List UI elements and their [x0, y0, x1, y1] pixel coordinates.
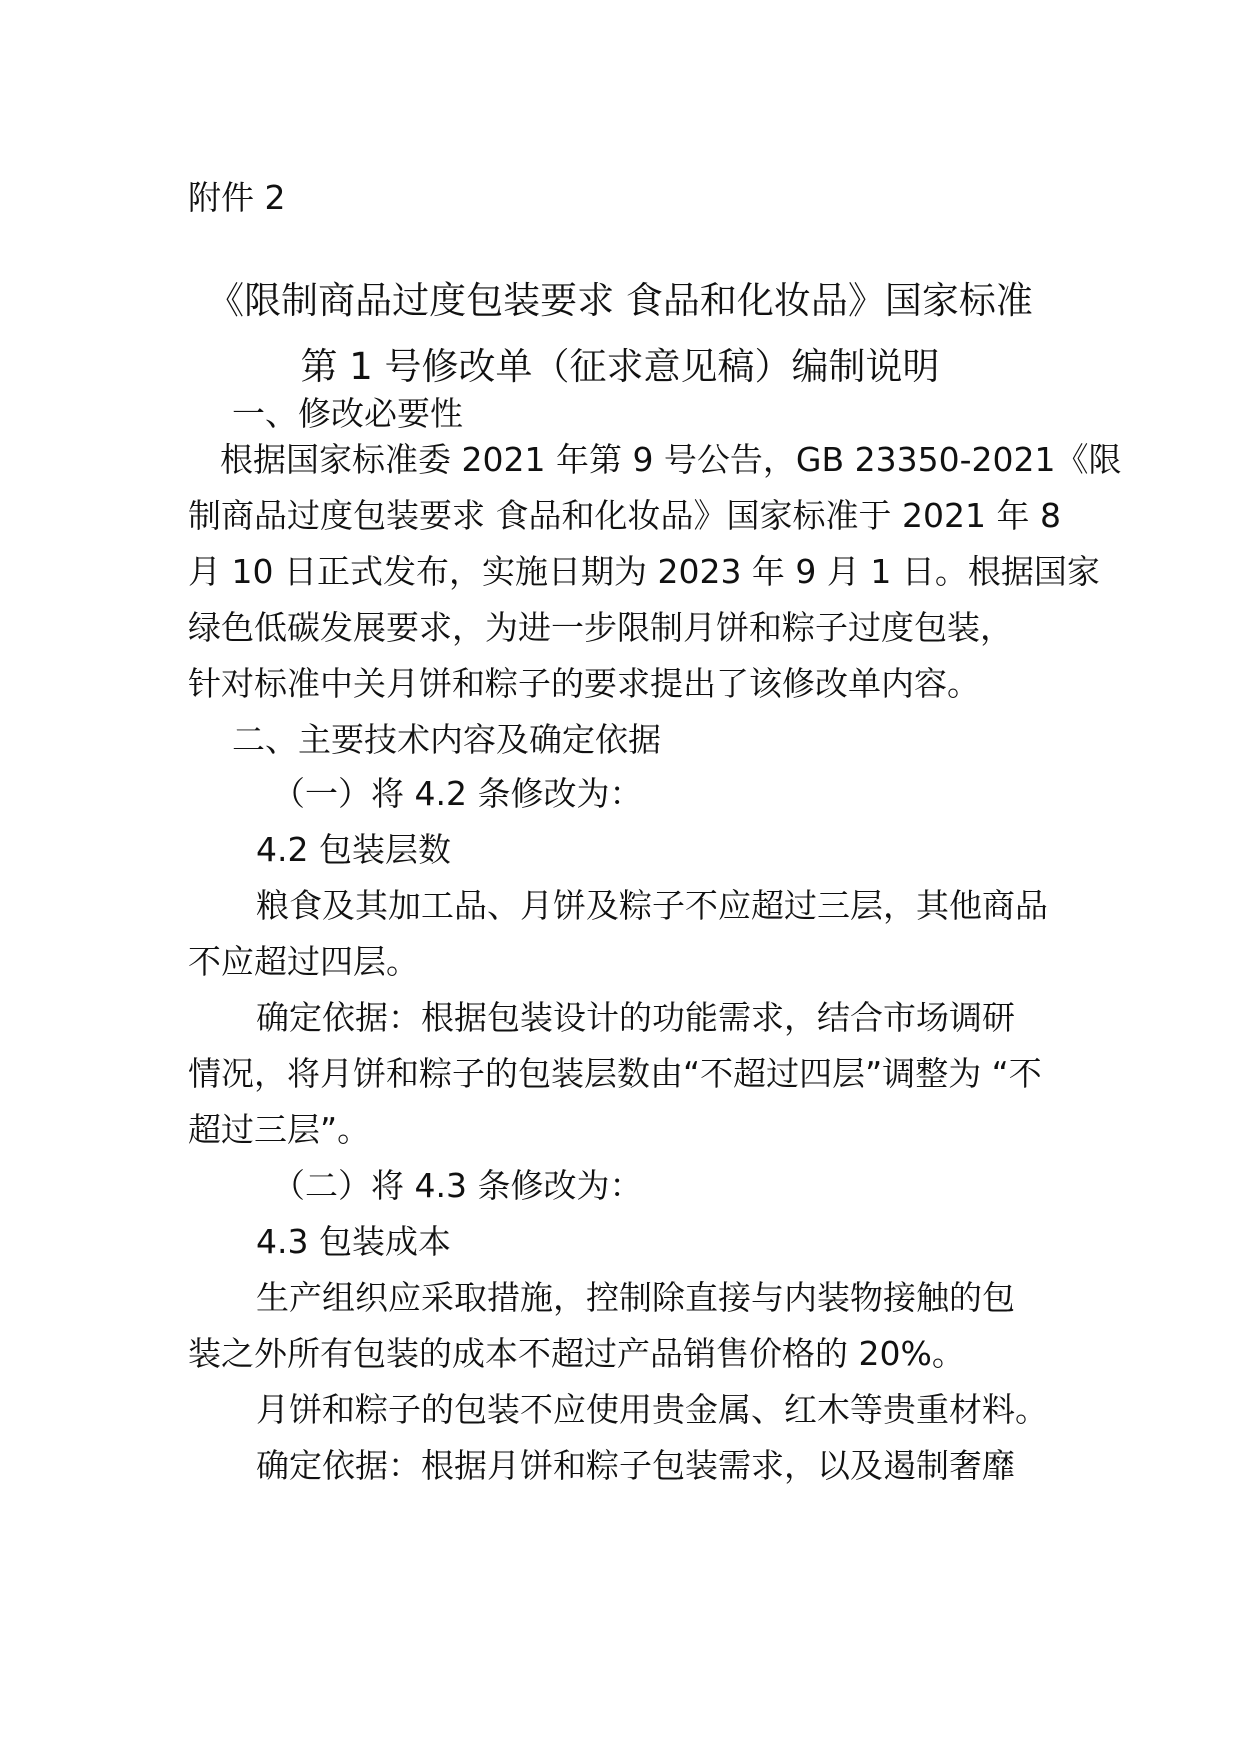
section-2-heading: 二、主要技术内容及确定依据: [232, 720, 661, 759]
document-title-line-1: 《限制商品过度包装要求 食品和化妆品》国家标准: [207, 279, 1033, 322]
paragraph-line: 根据国家标准委 2021 年第 9 号公告，GB 23350-2021《限: [220, 440, 1122, 479]
clause-4-2-title: 4.2 包装层数: [256, 830, 451, 869]
paragraph-line: 绿色低碳发展要求，为进一步限制月饼和粽子过度包装，: [188, 608, 1013, 647]
paragraph-line: 生产组织应采取措施，控制除直接与内装物接触的包: [256, 1278, 1015, 1317]
paragraph-line: 超过三层”。: [188, 1110, 371, 1149]
paragraph-line: 确定依据：根据月饼和粽子包装需求，以及遏制奢靡: [256, 1446, 1015, 1485]
paragraph-line: 针对标准中关月饼和粽子的要求提出了该修改单内容。: [188, 664, 980, 703]
paragraph-line: 情况，将月饼和粽子的包装层数由“不超过四层”调整为 “不: [188, 1054, 1042, 1093]
paragraph-line: 粮食及其加工品、月饼及粽子不应超过三层，其他商品: [256, 886, 1048, 925]
attachment-label: 附件 2: [188, 178, 286, 217]
paragraph-line: 确定依据：根据包装设计的功能需求，结合市场调研: [256, 998, 1015, 1037]
clause-4-3-title: 4.3 包装成本: [256, 1222, 451, 1261]
paragraph-line: 月饼和粽子的包装不应使用贵金属、红木等贵重材料。: [256, 1390, 1048, 1429]
paragraph-line: 装之外所有包装的成本不超过产品销售价格的 20%。: [188, 1334, 965, 1373]
document-title-line-2: 第 1 号修改单（征求意见稿）编制说明: [300, 345, 940, 388]
paragraph-line: 制商品过度包装要求 食品和化妆品》国家标准于 2021 年 8: [188, 496, 1061, 535]
section-1-heading: 一、修改必要性: [232, 394, 463, 433]
paragraph-line: 月 10 日正式发布，实施日期为 2023 年 9 月 1 日。根据国家: [188, 552, 1100, 591]
item-1-heading: （一）将 4.2 条修改为：: [272, 774, 643, 813]
item-2-heading: （二）将 4.3 条修改为：: [272, 1166, 643, 1205]
paragraph-line: 不应超过四层。: [188, 942, 419, 981]
